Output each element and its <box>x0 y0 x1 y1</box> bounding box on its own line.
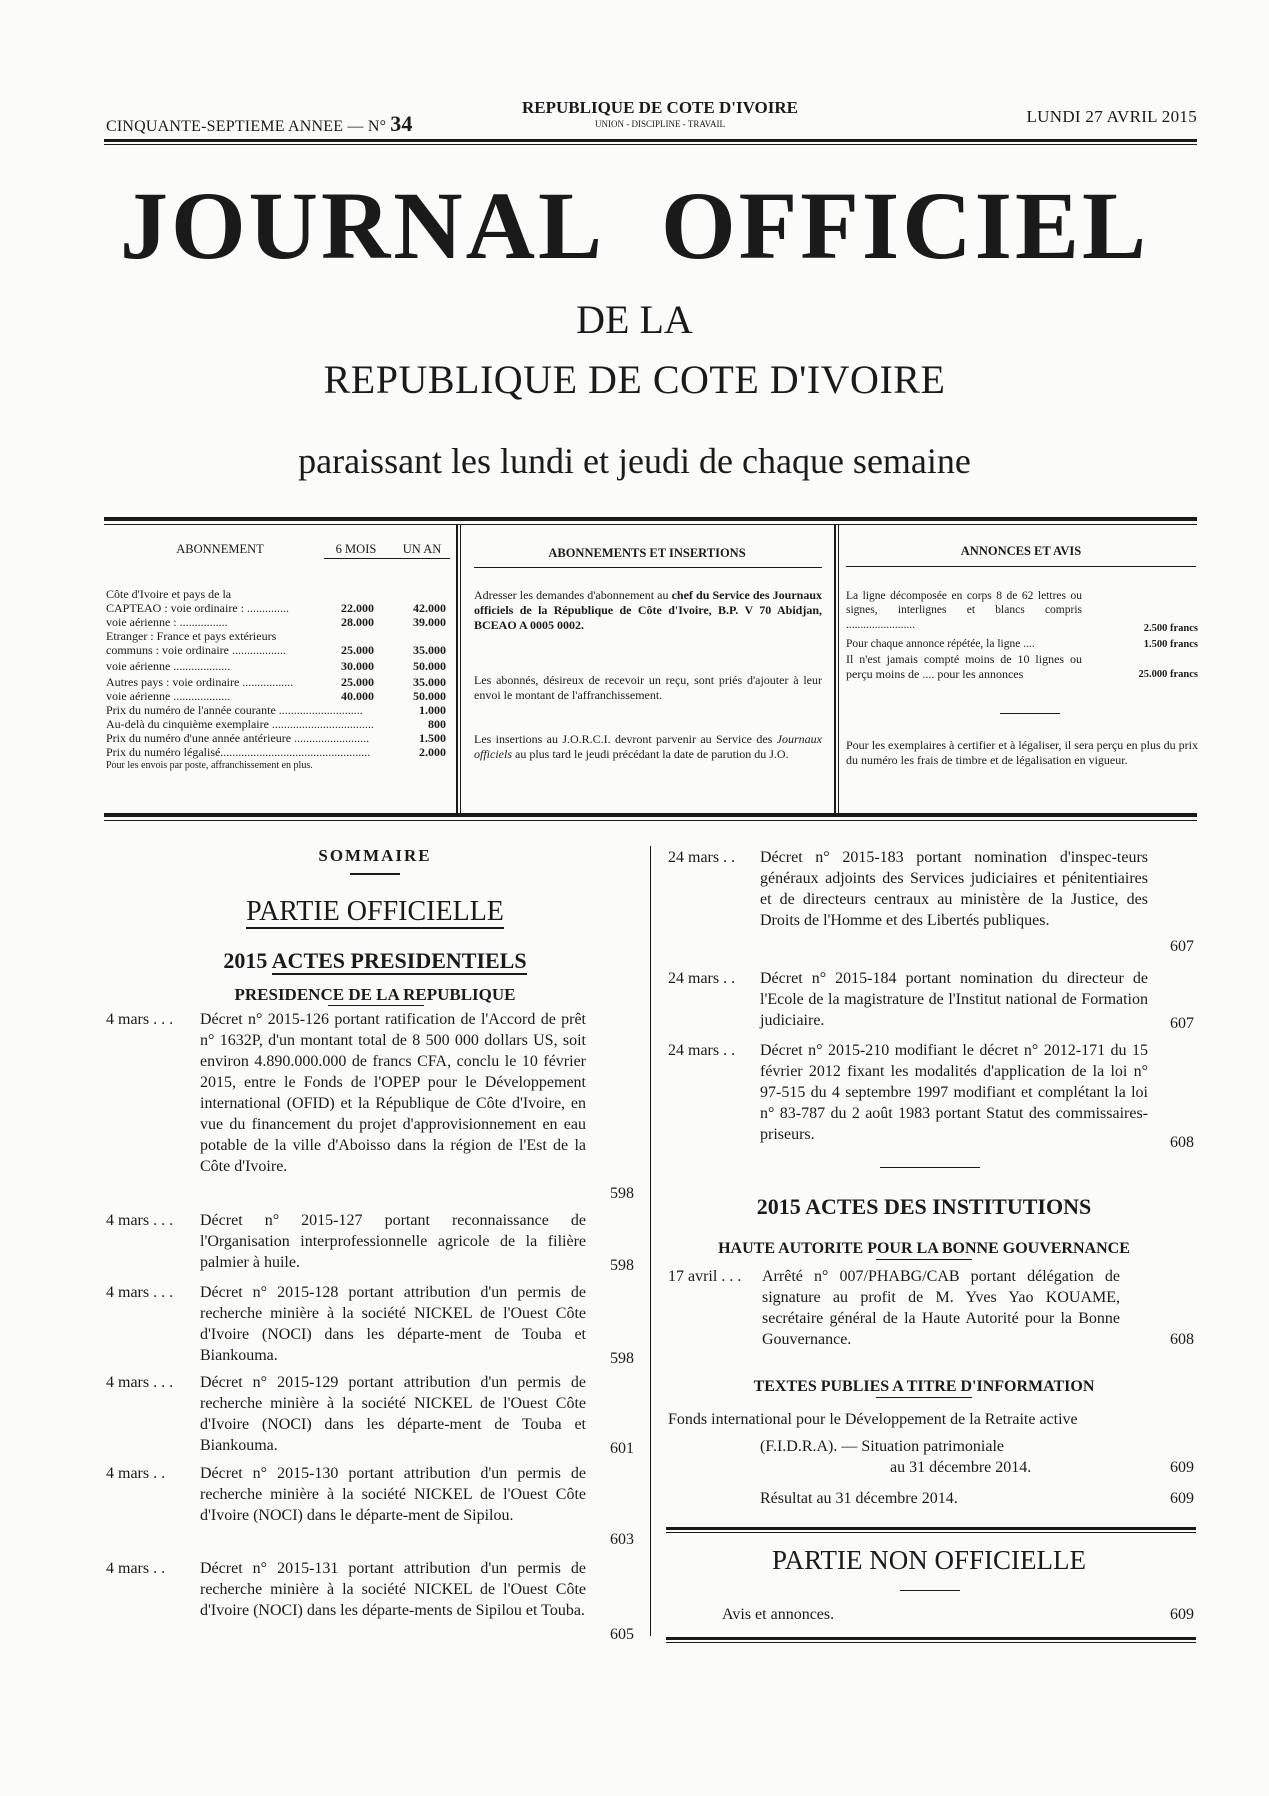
insertions-p3-italic: Journaux officiels <box>474 732 822 761</box>
tarif-label: Prix du numéro de l'année courante ............................ <box>106 703 363 717</box>
entry-page: 607 <box>1170 938 1194 955</box>
infobox-top-rule-thin <box>104 524 1197 525</box>
issue-number: 34 <box>390 111 413 136</box>
tarif-label: voie aérienne : ................ <box>106 615 228 629</box>
insertions-paragraph-2: Les abonnés, désireux de recevoir un reçu, sont priés d'ajouter à leur envoi le montant de l'affranchissement. <box>474 673 822 702</box>
tarif-row <box>106 615 446 629</box>
tarif-label: CAPTEAO : voie ordinaire : .............. <box>106 601 289 615</box>
tarif-unan: 2.000 <box>419 745 446 759</box>
fidra-line-2: (F.I.D.R.A). — Situation patrimoniale <box>760 1438 1005 1455</box>
tarif-unan: 1.000 <box>419 703 446 717</box>
issue-date: LUNDI 27 AVRIL 2015 <box>1026 107 1197 126</box>
sommaire-entry <box>106 1282 634 1368</box>
header-rule-thin <box>104 144 1197 145</box>
republic-block <box>490 98 830 129</box>
right-separator-1 <box>880 1167 980 1168</box>
tarif-unan: 35.000 <box>413 643 446 657</box>
non-officielle-top-rule-thin <box>666 1532 1196 1533</box>
sommaire-entry <box>668 847 1194 959</box>
entry-date: 4 mars . . . <box>106 1374 174 1391</box>
entry-page: 607 <box>1170 1015 1194 1032</box>
tarif-unan: 1.500 <box>419 731 446 745</box>
infobox-divider-1 <box>456 524 458 814</box>
entry-page: 598 <box>610 1257 634 1274</box>
tarif-label: Prix du numéro d'une année antérieure ......................... <box>106 731 370 745</box>
fidra-line-3: au 31 décembre 2014. <box>890 1459 1032 1476</box>
actes-presidentiels-year: 2015 <box>223 948 268 973</box>
tarif-6mois: 22.000 <box>341 601 374 615</box>
insertions-heading: ABONNEMENTS ET INSERTIONS <box>548 546 746 560</box>
tarif-6mois: 40.000 <box>341 689 374 703</box>
abonnement-heading: ABONNEMENT <box>176 542 264 556</box>
sommaire-title: SOMMAIRE <box>318 846 432 865</box>
textes-publies-heading: TEXTES PUBLIES A TITRE D'INFORMATION <box>753 1378 1095 1395</box>
abonnement-col-unan: UN AN <box>402 542 442 556</box>
entry-page: 603 <box>610 1531 634 1548</box>
infobox-divider-2b <box>838 524 839 814</box>
annonces-price-3: 25.000 francs <box>1138 669 1198 680</box>
tarif-row <box>106 689 446 703</box>
tarif-unan: 39.000 <box>413 615 446 629</box>
partie-officielle-heading <box>150 896 600 928</box>
tarif-label: communs : voie ordinaire .................. <box>106 643 286 657</box>
entry-page: 601 <box>610 1440 634 1457</box>
tarif-row <box>106 601 446 615</box>
fidra-page: 609 <box>1170 1459 1194 1476</box>
resultat-page: 609 <box>1170 1490 1194 1507</box>
tarif-row <box>106 760 446 774</box>
infobox-divider-2 <box>834 524 836 814</box>
presidence-heading: PRESIDENCE DE LA REPUBLIQUE <box>234 985 516 1004</box>
tarif-unan: 800 <box>428 717 446 731</box>
tarif-unan: 50.000 <box>413 689 446 703</box>
insertions-head-rule <box>474 567 822 568</box>
tarif-label: Au-delà du cinquième exemplaire .................................. <box>106 717 374 731</box>
entry-date: 4 mars . . <box>106 1465 166 1482</box>
entry-date: 24 mars . . <box>668 1042 736 1059</box>
tarif-row <box>106 587 446 601</box>
entry-page: 605 <box>610 1626 634 1643</box>
tarif-label: Etranger : France et pays extérieurs <box>106 629 277 643</box>
insertions-p3-pre: Les insertions au J.O.R.C.I. devront parvenir au Service des <box>474 732 773 746</box>
bottom-rule-thin <box>666 1642 1196 1643</box>
annonces-line-2: Pour chaque annonce répétée, la ligne .... <box>846 638 1035 650</box>
entry-page: 598 <box>610 1185 634 1202</box>
tarif-row <box>106 643 446 657</box>
annonces-head-rule <box>846 566 1196 567</box>
entry-text: Décret n° 2015-129 portant attribution d'un permis de recherche minière à la société NICKEL de l'Ouest Côte d'Ivoire (NOCI) dans les départe-ment de Touba et Biankouma. <box>200 1374 586 1454</box>
year-label: CINQUANTE-SEPTIEME ANNEE — N° <box>106 118 387 135</box>
tarif-label: Côte d'Ivoire et pays de la <box>106 587 232 601</box>
entry-text: Décret n° 2015-210 modifiant le décret n° 2012-171 du 15 février 2012 fixant les modalités d'application de la loi n° 97-515 du 4 septembre 1997 modifiant et complétant la loi n° 83-787 du 2 août 1983 portant Statut des commissaires-priseurs. <box>760 1042 1148 1143</box>
sommaire-entry <box>106 1558 634 1644</box>
tarif-row <box>106 703 446 717</box>
tarif-row <box>106 629 446 643</box>
abonnement-col-6mois: 6 MOIS <box>335 542 377 556</box>
avis-line: Avis et annonces. <box>722 1606 835 1623</box>
entry-text: Décret n° 2015-184 portant nomination du directeur de l'Ecole de la magistrature de l'Institut national de Formation judiciaire. <box>760 970 1148 1029</box>
tarif-6mois: 30.000 <box>341 659 374 673</box>
entry-text: Décret n° 2015-131 portant attribution d'un permis de recherche minière à la société NICKEL de l'Ouest Côte d'Ivoire (NOCI) dans les départe-ments de Sipilou et Touba. <box>200 1560 586 1619</box>
tarif-unan: 42.000 <box>413 601 446 615</box>
entry-page: 598 <box>610 1350 634 1367</box>
publication-frequency: paraissant les lundi et jeudi de chaque semaine <box>298 441 971 481</box>
sommaire-entry <box>668 968 1194 1034</box>
entry-date: 4 mars . . . <box>106 1284 174 1301</box>
masthead-title <box>0 172 1269 279</box>
entry-date: 24 mars . . <box>668 970 736 987</box>
non-officielle-top-rule <box>666 1527 1196 1530</box>
insertions-p3-post: au plus tard le jeudi précédant la date de parution du J.O. <box>515 747 789 761</box>
tarif-unan: 50.000 <box>413 659 446 673</box>
haute-autorite-heading: HAUTE AUTORITE POUR LA BONNE GOUVERNANCE <box>718 1240 1130 1257</box>
insertions-paragraph-3 <box>474 732 822 762</box>
textes-publies-rule <box>876 1397 972 1398</box>
abonnement-head-rule <box>324 558 450 559</box>
entry-date: 24 mars . . <box>668 849 736 866</box>
entry-text: Décret n° 2015-126 portant ratification de l'Accord de prêt n° 1632P, d'un montant total de 8 500 000 dollars US, soit environ 4.890.000.000 de francs CFA, conclu le 10 février 2015, entre le Fonds de l'OPEP pour le Développement international (OFID) et la République de Côte d'Ivoire, en vue du financement du projet d'approvisionnement en eau potable de la ville d'Aboisso dans la région de l'Est de la Côte d'Ivoire. <box>200 1011 586 1175</box>
issue-label <box>106 111 413 137</box>
sommaire-entry <box>106 1372 634 1458</box>
insertions-paragraph-1 <box>474 588 822 633</box>
sommaire-entry <box>106 1009 634 1205</box>
non-officielle-rule <box>900 1590 960 1591</box>
infobox-bottom-rule <box>104 813 1197 817</box>
arrete-entry <box>668 1266 1194 1356</box>
partie-officielle-label: PARTIE OFFICIELLE <box>246 896 504 927</box>
tarif-row <box>106 731 446 745</box>
annonces-line-1: La ligne décomposée en corps 8 de 62 lettres ou signes, interlignes et blancs compris ........................ <box>846 590 1082 631</box>
tarif-6mois: 25.000 <box>341 643 374 657</box>
republic-name: REPUBLIQUE DE COTE D'IVOIRE <box>522 98 798 117</box>
tarif-label: Pour les envois par poste, affranchissement en plus. <box>106 760 313 771</box>
insertions-p1-pre: Adresser les demandes d'abonnement au <box>474 588 669 602</box>
fidra-line: Fonds international pour le Développement de la Retraite active <box>668 1411 1078 1428</box>
resultat-line: Résultat au 31 décembre 2014. <box>760 1490 958 1507</box>
entry-text: Décret n° 2015-128 portant attribution d'un permis de recherche minière à la société NICKEL de l'Ouest Côte d'Ivoire (NOCI) dans les départe-ment de Touba et Biankouma. <box>200 1284 586 1364</box>
sommaire-entry <box>668 1040 1194 1152</box>
infobox-bottom-rule-thin <box>104 820 1197 821</box>
tarif-row <box>106 717 446 731</box>
tarif-label: voie aérienne ................... <box>106 689 231 703</box>
masthead-country: REPUBLIQUE DE COTE D'IVOIRE <box>323 357 946 402</box>
tarif-label: Autres pays : voie ordinaire ................. <box>106 675 294 689</box>
sommaire-entry <box>106 1463 634 1549</box>
insertions-p1-bold: chef du Service des Journaux officiels de la République de Côte d'Ivoire, B.P. V 70 Abidjan, BCEAO A 0005 0002. <box>474 588 823 632</box>
sommaire-column-divider <box>650 846 651 1636</box>
entry-text: Décret n° 2015-183 portant nomination d'inspec-teurs généraux adjoints des Services judiciaires et pénitentiaires et de directeurs centraux au ministère de la Justice, des Droits de l'Homme et des Libertés publiques. <box>760 849 1148 929</box>
haute-autorite-rule <box>876 1259 972 1260</box>
tarif-6mois: 28.000 <box>341 615 374 629</box>
arrete-page: 608 <box>1170 1331 1194 1348</box>
entry-text: Décret n° 2015-127 portant reconnaissance de l'Organisation interprofessionnelle agricole de la filière palmier à huile. <box>200 1212 586 1271</box>
masthead-word-officiel: OFFICIEL <box>660 172 1150 279</box>
annonces-heading: ANNONCES ET AVIS <box>960 544 1082 558</box>
tarif-6mois: 25.000 <box>341 675 374 689</box>
tarif-label: Prix du numéro légalisé.................................................. <box>106 745 371 759</box>
masthead-word-journal: JOURNAL <box>119 172 605 279</box>
entry-text: Décret n° 2015-130 portant attribution d'un permis de recherche minière à la société NICKEL de l'Ouest Côte d'Ivoire (NOCI) dans le départe-ment de Sipilou. <box>200 1465 586 1524</box>
annonces-line-4: Pour les exemplaires à certifier et à légaliser, il sera perçu en plus du prix du numéro les frais de timbre et de légalisation en vigueur. <box>846 738 1198 767</box>
entry-date: 4 mars . . . <box>106 1212 174 1229</box>
actes-presidentiels-label: ACTES PRESIDENTIELS <box>271 948 527 973</box>
entry-date: 4 mars . . <box>106 1560 166 1577</box>
masthead-de-la: DE LA <box>576 297 693 342</box>
sommaire-entry <box>106 1210 634 1276</box>
tarif-row <box>106 745 446 759</box>
tarif-label: voie aérienne ................... <box>106 659 231 673</box>
actes-presidentiels-heading <box>150 948 600 974</box>
republic-motto: UNION - DISCIPLINE - TRAVAIL <box>595 119 725 129</box>
tarif-row <box>106 659 446 673</box>
entry-date: 4 mars . . . <box>106 1011 174 1028</box>
bottom-rule <box>666 1637 1196 1640</box>
infobox-top-rule <box>104 517 1197 521</box>
partie-non-officielle-heading: PARTIE NON OFFICIELLE <box>772 1545 1086 1575</box>
infobox-divider-1b <box>460 524 461 814</box>
tarif-row <box>106 675 446 689</box>
actes-institutions-heading: 2015 ACTES DES INSTITUTIONS <box>756 1194 1092 1219</box>
arrete-date: 17 avril . . . <box>668 1268 742 1285</box>
avis-page: 609 <box>1170 1606 1194 1623</box>
sommaire-title-rule <box>350 873 400 875</box>
presidence-rule <box>328 1005 424 1006</box>
tarif-unan: 35.000 <box>413 675 446 689</box>
annonces-separator <box>1000 713 1060 714</box>
annonces-price-1: 2.500 francs <box>1143 623 1198 634</box>
arrete-text: Arrêté n° 007/PHABG/CAB portant délégation de signature au profit de M. Yves Yao KOUAME, secrétaire général de la Haute Autorité pour la Bonne Gouvernance. <box>762 1268 1120 1348</box>
annonces-line-3: Il n'est jamais compté moins de 10 lignes ou perçu moins de .... pour les annonces <box>846 652 1082 681</box>
annonces-price-2: 1.500 francs <box>1143 639 1198 650</box>
entry-page: 608 <box>1170 1134 1194 1151</box>
header-rule <box>104 139 1197 142</box>
